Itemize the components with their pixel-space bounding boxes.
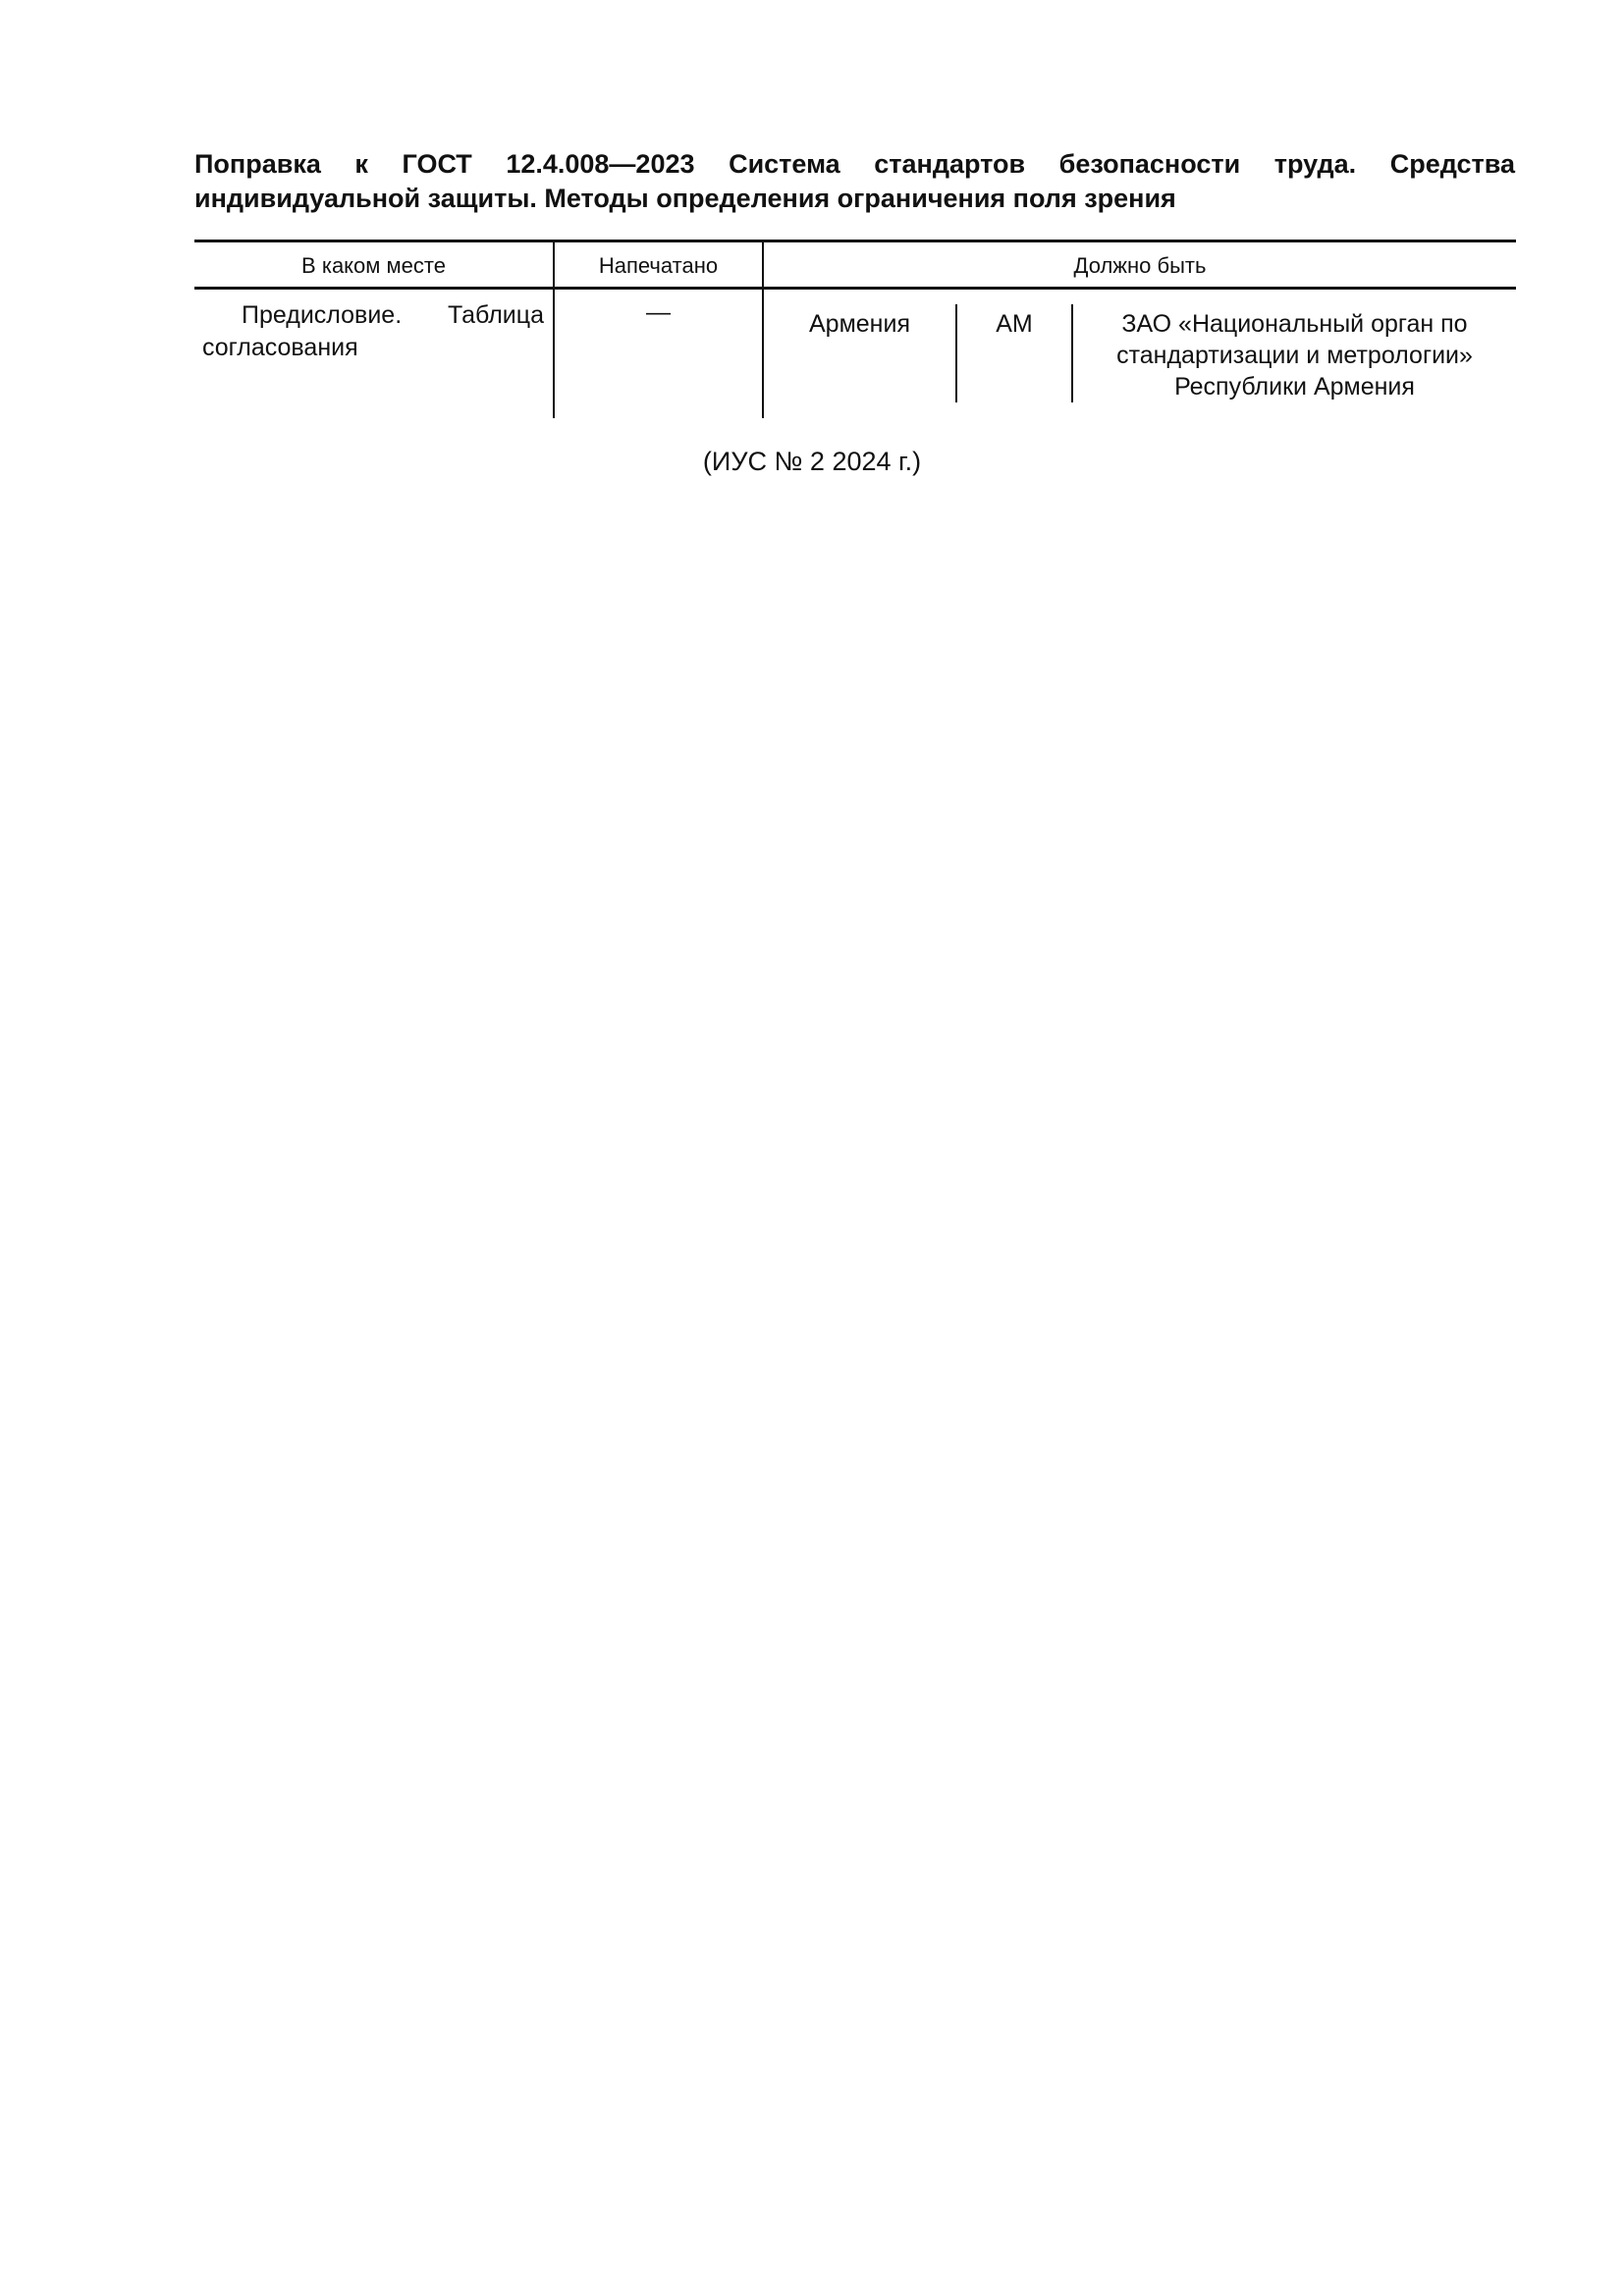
cell-where: Предисловие. Таблица согласования <box>202 301 544 361</box>
header-should-be: Должно быть <box>1073 253 1207 278</box>
organization-line: ЗАО «Национальный орган по <box>1121 310 1468 338</box>
cell-code: AM <box>996 310 1033 338</box>
publication-note: (ИУС № 2 2024 г.) <box>702 447 922 476</box>
cell-printed: — <box>646 298 671 326</box>
header-printed: Напечатано <box>598 253 719 278</box>
organization-line: стандартизации и метрологии» <box>1116 342 1473 369</box>
header-where: В каком месте <box>301 253 446 278</box>
document-title: Поправка к ГОСТ 12.4.008—2023 Система стандартов безопасности труда. Средства индивидуальной защиты. Методы определения ограничения поля зрения <box>194 149 1515 213</box>
correction-table <box>194 240 1516 418</box>
organization-line: Республики Армения <box>1174 373 1415 400</box>
table-header-rule <box>194 287 1516 290</box>
cell-organization <box>1073 308 1516 402</box>
table-top-rule <box>194 240 1516 242</box>
cell-country: Армения <box>809 310 910 338</box>
